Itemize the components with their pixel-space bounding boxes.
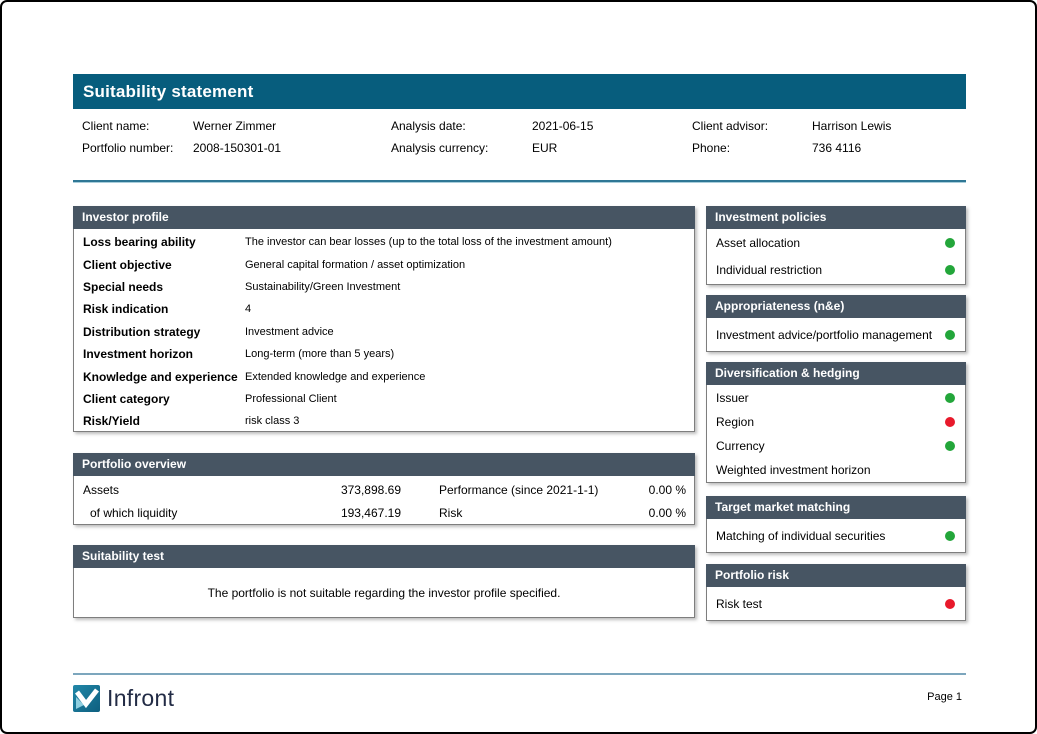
status-row-label: Currency — [716, 439, 765, 453]
status-row — [707, 458, 965, 482]
status-row-label: Matching of individual securities — [716, 528, 886, 543]
status-row — [707, 587, 965, 620]
suitability-test-header: Suitability test — [73, 545, 695, 568]
assets-label: Assets — [83, 482, 120, 497]
phone-value: 736 4116 — [812, 141, 862, 155]
status-dot-icon — [945, 393, 955, 403]
profile-row-value: Investment advice — [245, 325, 334, 338]
client-name-label: Client name: — [82, 119, 150, 133]
portfolio-number-value: 2008-150301-01 — [193, 141, 282, 155]
overview-row — [74, 478, 694, 501]
profile-row-value: risk class 3 — [245, 415, 300, 428]
status-row-label: Issuer — [716, 391, 749, 405]
right-column — [706, 206, 966, 621]
profile-row-label: Loss bearing ability — [83, 235, 196, 250]
profile-row — [74, 410, 694, 432]
analysis-currency-label: Analysis currency: — [391, 141, 489, 155]
performance-value: 0.00 % — [648, 482, 686, 497]
target-market-matching-header: Target market matching — [706, 496, 966, 519]
analysis-date-value: 2021-06-15 — [532, 119, 594, 133]
profile-row — [74, 343, 694, 365]
risk-label: Risk — [439, 505, 463, 520]
profile-row-label: Knowledge and experience — [83, 369, 238, 384]
left-column — [73, 206, 695, 618]
portfolio-number-label: Portfolio number: — [82, 141, 174, 155]
header-divider — [73, 180, 966, 183]
suitability-test-section — [73, 545, 695, 618]
appropriateness-header: Appropriateness (n&e) — [706, 295, 966, 318]
infront-logo-icon — [73, 685, 100, 712]
profile-row-value: General capital formation / asset optimization — [245, 258, 466, 271]
status-row — [707, 318, 965, 351]
status-dot-icon — [945, 417, 955, 427]
client-info-row — [73, 115, 966, 137]
diversification-hedging-section — [706, 362, 966, 483]
status-row-label: Asset allocation — [716, 235, 801, 250]
portfolio-risk-section — [706, 564, 966, 621]
analysis-currency-value: EUR — [532, 141, 558, 155]
profile-row — [74, 365, 694, 387]
status-row — [707, 410, 965, 434]
profile-row-label: Risk/Yield — [83, 414, 140, 429]
assets-value: 373,898.69 — [340, 482, 401, 497]
profile-row — [74, 321, 694, 343]
liquidity-value: 193,467.19 — [340, 505, 401, 520]
profile-row — [74, 231, 694, 253]
profile-row-label: Risk indication — [83, 302, 169, 317]
appropriateness-section — [706, 295, 966, 352]
status-row — [707, 386, 965, 410]
status-row — [707, 257, 965, 285]
suitability-test-message: The portfolio is not suitable regarding the investor profile specified. — [73, 568, 695, 618]
portfolio-overview-body — [73, 476, 695, 525]
status-dot-icon — [945, 238, 955, 248]
overview-row — [74, 501, 694, 524]
status-dot-icon — [945, 531, 955, 541]
footer-divider — [73, 673, 966, 675]
investor-profile-header: Investor profile — [73, 206, 695, 229]
status-row-label: Risk test — [716, 596, 763, 611]
client-advisor-value: Harrison Lewis — [812, 119, 892, 133]
diversification-hedging-header: Diversification & hedging — [706, 362, 966, 385]
investment-policies-section — [706, 206, 966, 285]
investor-profile-body — [73, 229, 695, 432]
investor-profile-section — [73, 206, 695, 432]
status-row — [707, 519, 965, 552]
phone-label: Phone: — [692, 141, 731, 155]
client-info-block — [73, 115, 966, 159]
client-info-row — [73, 137, 966, 159]
portfolio-overview-section — [73, 453, 695, 525]
investment-policies-header: Investment policies — [706, 206, 966, 229]
status-row-label: Investment advice/portfolio management — [716, 327, 933, 342]
profile-row-label: Client objective — [83, 257, 172, 272]
profile-row-value: 4 — [245, 303, 252, 316]
brand-name: Infront — [107, 685, 175, 711]
portfolio-risk-header: Portfolio risk — [706, 564, 966, 587]
status-row — [707, 434, 965, 458]
profile-row-value: Long-term (more than 5 years) — [245, 348, 395, 361]
profile-row-label: Investment horizon — [83, 347, 194, 362]
profile-row-value: Sustainability/Green Investment — [245, 280, 401, 293]
profile-row-label: Distribution strategy — [83, 324, 201, 339]
profile-row-value: Extended knowledge and experience — [245, 370, 426, 383]
profile-row — [74, 276, 694, 298]
profile-row — [74, 298, 694, 320]
liquidity-label: of which liquidity — [90, 505, 178, 520]
status-dot-icon — [945, 599, 955, 609]
status-row-label: Individual restriction — [716, 263, 823, 278]
status-row-label: Weighted investment horizon — [716, 463, 871, 477]
profile-row-value: Professional Client — [245, 392, 337, 405]
page-title: Suitability statement — [73, 74, 966, 109]
portfolio-overview-header: Portfolio overview — [73, 453, 695, 476]
target-market-matching-section — [706, 496, 966, 553]
profile-row — [74, 388, 694, 410]
status-dot-icon — [945, 330, 955, 340]
profile-row — [74, 253, 694, 275]
risk-value: 0.00 % — [648, 505, 686, 520]
page-number: Page 1 — [927, 691, 962, 703]
status-row — [707, 229, 965, 257]
profile-row-label: Special needs — [83, 279, 164, 294]
client-advisor-label: Client advisor: — [692, 119, 769, 133]
status-dot-icon — [945, 441, 955, 451]
status-dot-icon — [945, 265, 955, 275]
client-name-value: Werner Zimmer — [193, 119, 277, 133]
brand-logo — [73, 685, 174, 712]
performance-label: Performance (since 2021-1-1) — [439, 482, 599, 497]
status-row-label: Region — [716, 415, 755, 429]
profile-row-value: The investor can bear losses (up to the total loss of the investment amount) — [245, 236, 612, 249]
analysis-date-label: Analysis date: — [391, 119, 466, 133]
profile-row-label: Client category — [83, 391, 170, 406]
